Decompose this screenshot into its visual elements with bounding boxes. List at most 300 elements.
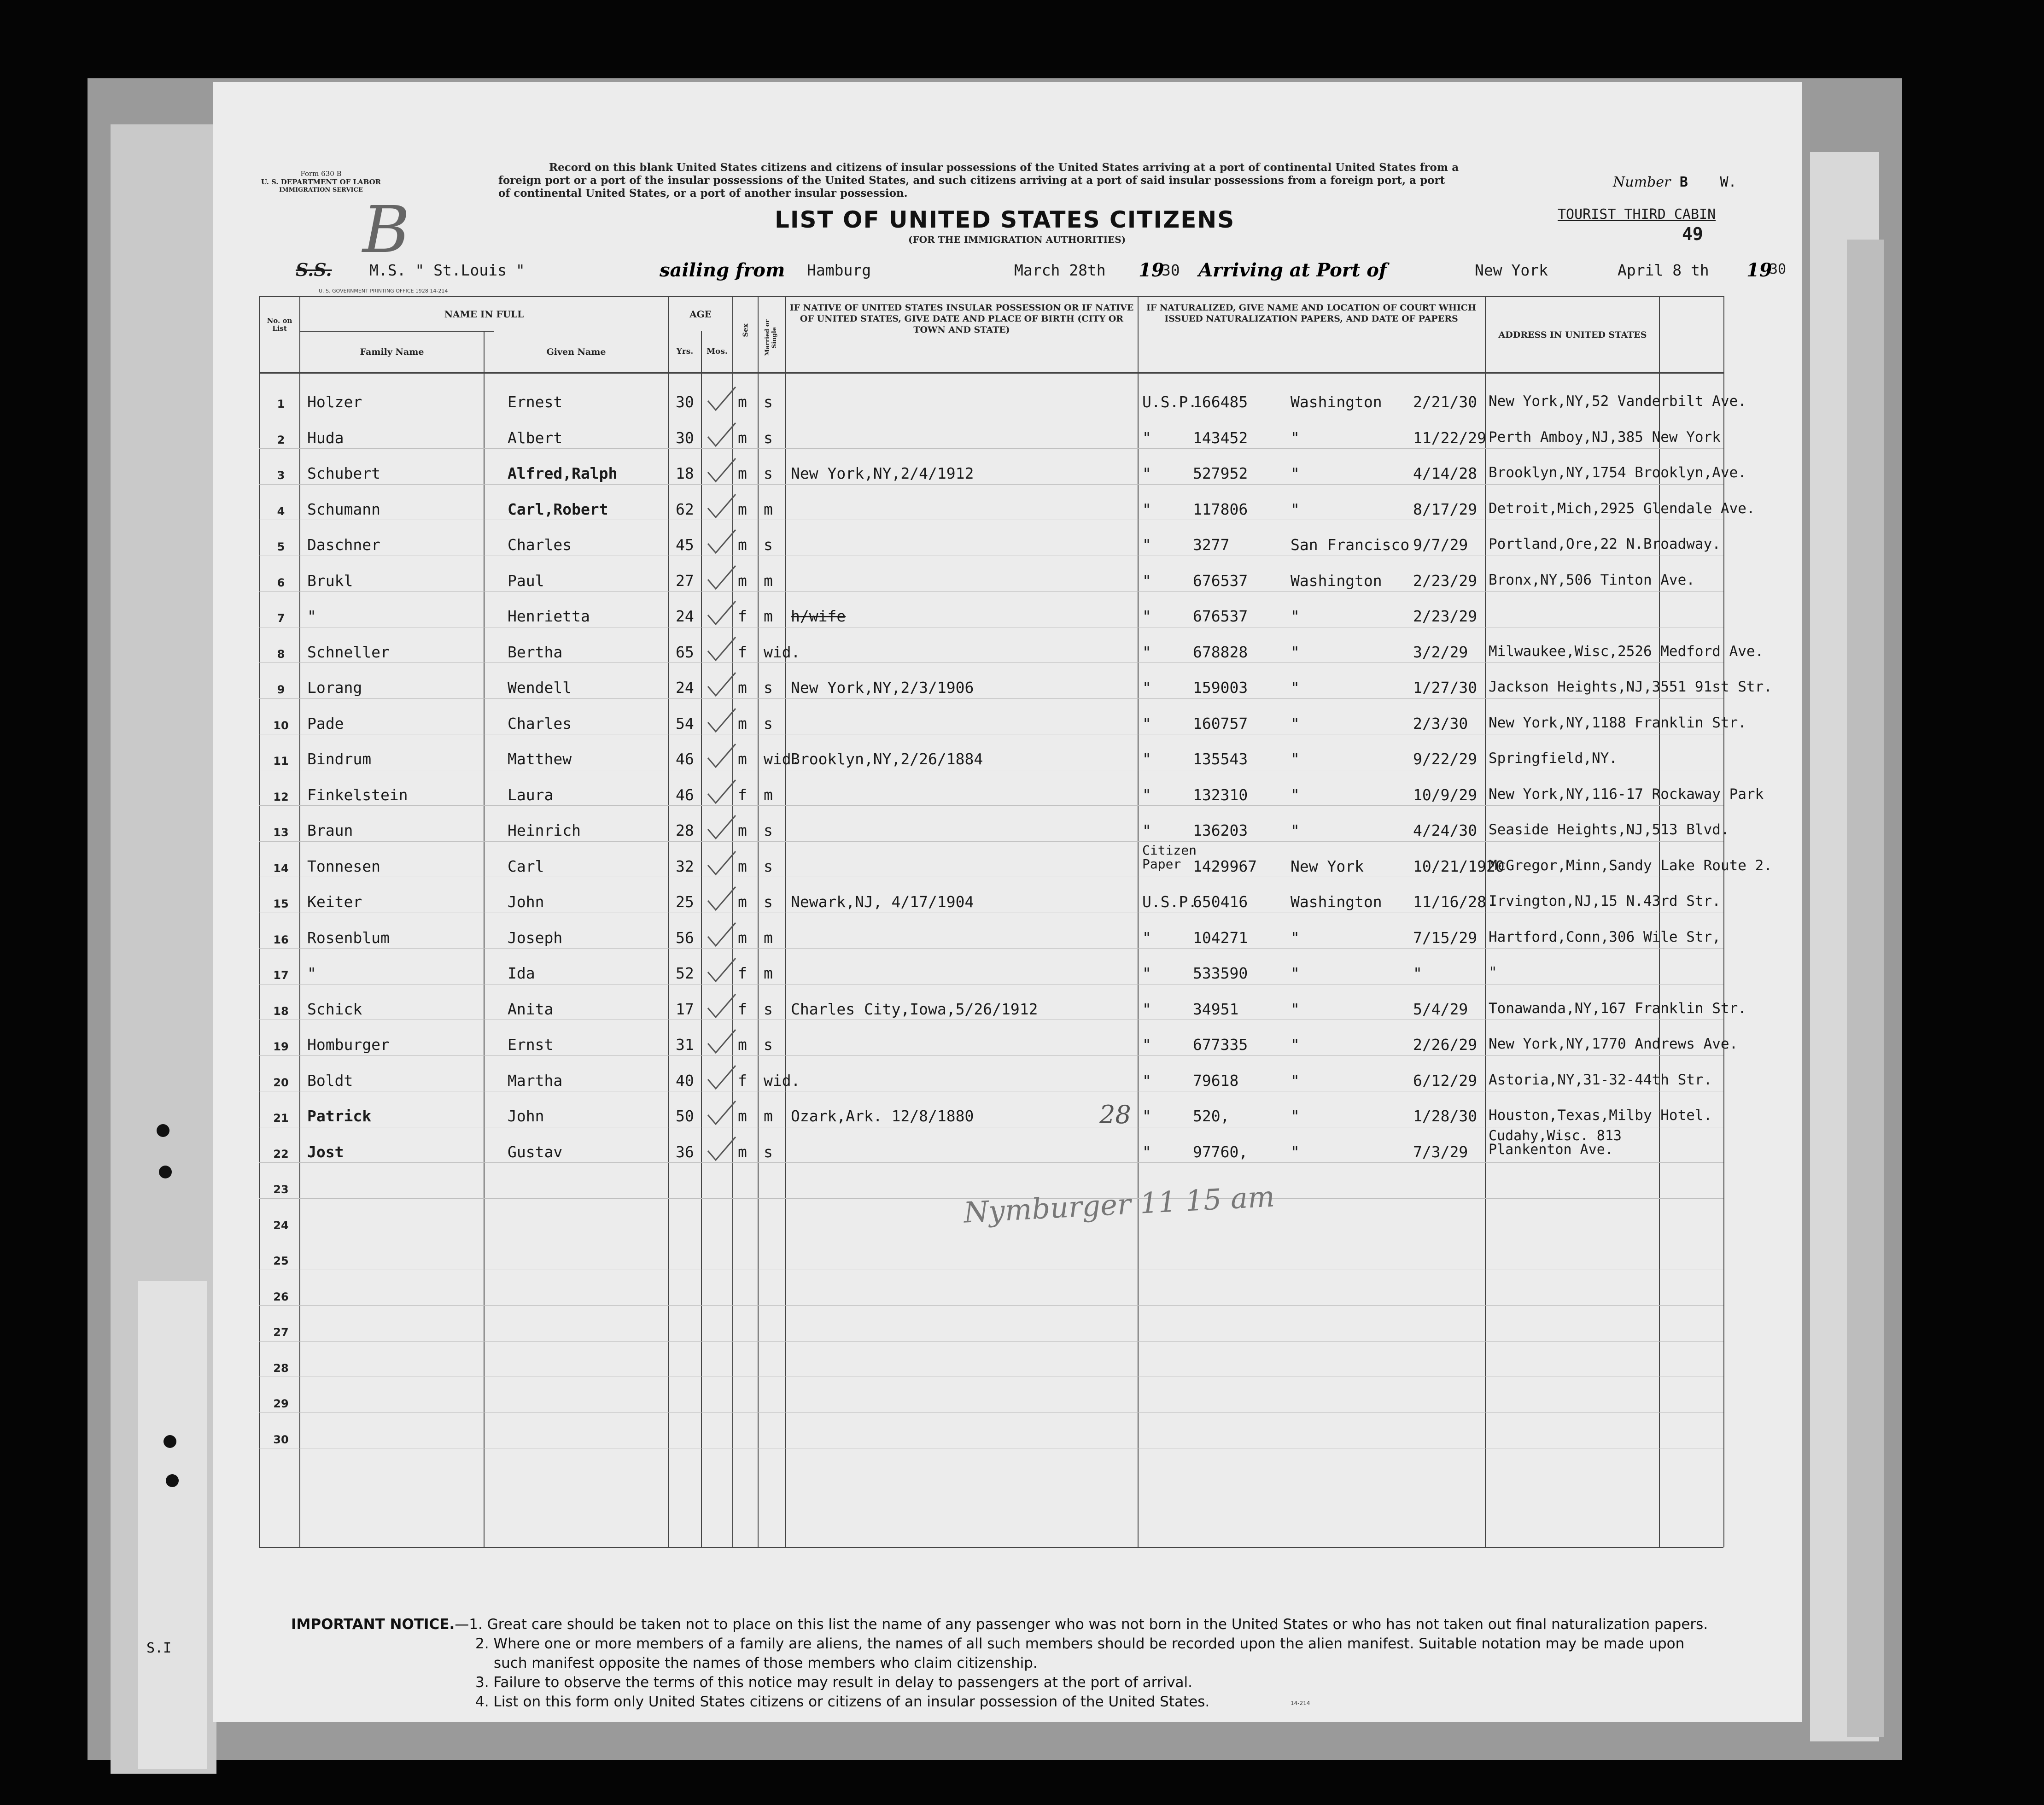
check-mark-icon [706, 885, 738, 912]
marital-status: s [764, 857, 773, 875]
marital-status: s [764, 893, 773, 911]
given-name: Charles [508, 536, 572, 554]
age-years: 27 [676, 571, 694, 590]
page-title: LIST OF UNITED STATES CITIZENS [775, 206, 1235, 233]
naturalization-court: " [1142, 928, 1151, 947]
given-name: Henrietta [508, 607, 590, 625]
given-name: Wendell [508, 679, 572, 697]
sex: m [738, 750, 747, 768]
sex: m [738, 928, 747, 947]
naturalization-location: New York [1291, 857, 1364, 875]
sex: m [738, 500, 747, 518]
col-header-mos: Mos. [707, 347, 728, 356]
naturalization-court: " [1142, 1143, 1151, 1161]
row-number: 9 [277, 683, 285, 696]
marital-status: m [764, 964, 773, 982]
naturalization-paper-number: 132310 [1193, 785, 1248, 804]
family-name: Brukl [307, 571, 353, 590]
naturalization-date: 10/9/29 [1413, 785, 1478, 804]
naturalization-location: " [1291, 928, 1300, 947]
ship-name: M.S. " St.Louis " [369, 261, 525, 279]
row-number: 22 [273, 1147, 289, 1160]
col-divider [701, 331, 702, 1547]
naturalization-date: 9/7/29 [1413, 536, 1468, 554]
given-name: Alfred,Ralph [508, 464, 618, 482]
given-name: Ernest [508, 393, 563, 411]
naturalization-court: U.S.P. [1142, 393, 1197, 411]
sex: m [738, 428, 747, 447]
table-top-border [259, 296, 1723, 297]
family-name: Bindrum [307, 750, 372, 768]
birth-place-date: New York,NY,2/4/1912 [791, 464, 974, 482]
check-mark-icon [706, 706, 738, 734]
given-name: Martha [508, 1071, 563, 1090]
naturalization-court: " [1142, 428, 1151, 447]
naturalization-court: U.S.P. [1142, 893, 1197, 911]
age-years: 24 [676, 607, 694, 625]
col-header-sex: Sex [741, 323, 750, 337]
naturalization-paper-number: 520, [1193, 1107, 1230, 1125]
naturalization-paper-number: 97760, [1193, 1143, 1248, 1161]
naturalization-date: 5/4/29 [1413, 1000, 1468, 1018]
naturalization-paper-number: 678828 [1193, 643, 1248, 661]
age-years: 25 [676, 893, 694, 911]
row-number: 4 [277, 504, 285, 518]
notice-line: 2. Where one or more members of a family are aliens, the names of all such members should be recorded upon the alien manifest. Suitable notation may be made upon [475, 1635, 1685, 1652]
row-number: 20 [273, 1076, 289, 1089]
age-years: 36 [676, 1143, 694, 1161]
cabin-class: TOURIST THIRD CABIN [1558, 206, 1716, 223]
row-number: 11 [273, 755, 289, 768]
sex: f [738, 964, 747, 982]
naturalization-court: " [1142, 1071, 1151, 1090]
row-number: 12 [273, 790, 289, 803]
marital-status: s [764, 393, 773, 411]
number-label: Number [1613, 174, 1671, 190]
naturalization-location: " [1291, 750, 1300, 768]
sex: m [738, 571, 747, 590]
ss-label: S.S. [296, 259, 332, 280]
marital-status: s [764, 536, 773, 554]
sex: m [738, 393, 747, 411]
check-mark-icon [706, 635, 738, 662]
naturalization-court: " [1142, 1107, 1151, 1125]
row-number: 13 [273, 826, 289, 839]
row-number: 23 [273, 1183, 289, 1196]
check-mark-icon [706, 456, 738, 484]
age-years: 17 [676, 1000, 694, 1018]
naturalization-court: " [1142, 536, 1151, 554]
handwritten-note: Nymburger 11 15 am [963, 1179, 1276, 1230]
family-name: Boldt [307, 1071, 353, 1090]
naturalization-court: Citizen Paper [1142, 842, 1197, 872]
naturalization-location: " [1291, 1071, 1300, 1090]
check-mark-icon [706, 956, 738, 984]
check-mark-icon [706, 1027, 738, 1055]
notice-line: 4. List on this form only United States citizens or citizens of an insular possession of the United States. [475, 1694, 1210, 1710]
naturalization-paper-number: 166485 [1193, 393, 1248, 411]
family-name: Keiter [307, 893, 362, 911]
naturalization-court: " [1142, 464, 1151, 482]
row-rule [259, 591, 1723, 592]
naturalization-paper-number: 159003 [1193, 679, 1248, 697]
binding-hole [166, 1474, 179, 1487]
number-suffix: W. [1720, 174, 1737, 190]
given-name: Paul [508, 571, 544, 590]
family-name: Schick [307, 1000, 362, 1018]
row-number: 24 [273, 1219, 289, 1232]
family-name: Patrick [307, 1107, 372, 1125]
naturalization-paper-number: 160757 [1193, 714, 1248, 733]
row-number: 29 [273, 1397, 289, 1410]
naturalization-location: " [1291, 964, 1300, 982]
check-mark-icon [706, 1135, 738, 1162]
naturalization-date: " [1413, 964, 1422, 982]
row-rule [259, 1055, 1723, 1056]
row-number: 17 [273, 969, 289, 982]
form-department: U. S. DEPARTMENT OF LABOR [261, 178, 381, 186]
age-years: 45 [676, 536, 694, 554]
given-name: John [508, 893, 544, 911]
given-name: Charles [508, 714, 572, 733]
sheet-page-number: 49 [1682, 224, 1703, 244]
col-divider [1723, 296, 1724, 1547]
us-address: Bronx,NY,506 Tinton Ave. [1489, 571, 1695, 588]
marital-status: m [764, 500, 773, 518]
row-number: 15 [273, 897, 289, 910]
naturalization-date: 4/14/28 [1413, 464, 1478, 482]
us-address: Portland,Ore,22 N.Broadway. [1489, 536, 1721, 552]
naturalization-paper-number: 117806 [1193, 500, 1248, 518]
birth-place-date: Newark,NJ, 4/17/1904 [791, 893, 974, 911]
age-years: 30 [676, 428, 694, 447]
form-service: IMMIGRATION SERVICE [279, 187, 363, 193]
age-years: 24 [676, 679, 694, 697]
naturalization-location: " [1291, 643, 1300, 661]
row-rule [259, 662, 1723, 663]
naturalization-location: Washington [1291, 393, 1382, 411]
row-rule [259, 698, 1723, 699]
notice-line-1 [291, 1616, 1765, 1633]
naturalization-paper-number: 677335 [1193, 1036, 1248, 1054]
naturalization-court: " [1142, 607, 1151, 625]
marital-status: m [764, 928, 773, 947]
check-mark-icon [706, 385, 738, 412]
row-number: 6 [277, 576, 285, 589]
age-years: 46 [676, 785, 694, 804]
naturalization-location: " [1291, 500, 1300, 518]
us-address: New York,NY,1188 Franklin Str. [1489, 714, 1746, 731]
us-address: Perth Amboy,NJ,385 New York [1489, 428, 1721, 445]
naturalization-date: 2/26/29 [1413, 1036, 1478, 1054]
family-name: Braun [307, 821, 353, 839]
us-address: Houston,Texas,Milby Hotel. [1489, 1107, 1712, 1124]
family-name: Rosenblum [307, 928, 390, 947]
check-mark-icon [706, 920, 738, 948]
instruction-line: of continental United States, or a port of another insular possession. [498, 187, 908, 199]
us-address: McGregor,Minn,Sandy Lake Route 2. [1489, 857, 1772, 874]
check-mark-icon [706, 1099, 738, 1126]
family-name: Homburger [307, 1036, 390, 1054]
marital-status: wid. [764, 643, 800, 661]
naturalization-court: " [1142, 571, 1151, 590]
naturalization-paper-number: 676537 [1193, 607, 1248, 625]
important-notice [291, 1616, 1765, 1710]
sex: f [738, 1071, 747, 1090]
arriving-label: Arriving at Port of [1198, 259, 1387, 281]
header-bottom-line [259, 372, 1723, 374]
family-name: Finkelstein [307, 785, 408, 804]
given-name: Heinrich [508, 821, 581, 839]
row-number: 5 [277, 540, 285, 553]
naturalization-court: " [1142, 643, 1151, 661]
age-years: 56 [676, 928, 694, 947]
check-mark-icon [706, 849, 738, 877]
family-name: Holzer [307, 393, 362, 411]
marital-status: s [764, 679, 773, 697]
row-rule [259, 1305, 1723, 1306]
depart-date: March 28th [1014, 261, 1106, 279]
age-years: 50 [676, 1107, 694, 1125]
sex: f [738, 607, 747, 625]
naturalization-location: " [1291, 679, 1300, 697]
check-mark-icon [706, 527, 738, 555]
marital-status: s [764, 1000, 773, 1018]
naturalization-paper-number: 143452 [1193, 428, 1248, 447]
instruction-line: Record on this blank United States citizens and citizens of insular possessions of the United States arriving at a port of continental United States from a [549, 161, 1459, 174]
binding-hole [164, 1435, 176, 1448]
naturalization-date: 9/22/29 [1413, 750, 1478, 768]
naturalization-location: " [1291, 821, 1300, 839]
subheader-line [300, 331, 494, 332]
naturalization-date: 6/12/29 [1413, 1071, 1478, 1090]
sailing-from-label: sailing from [660, 259, 785, 281]
col-header-birth: IF NATIVE OF UNITED STATES INSULAR POSSESSION OR IF NATIVE OF UNITED STATES, GIVE DATE AND PLACE OF BIRTH (CITY OR TOWN AND STATE) [789, 303, 1134, 335]
sex: m [738, 1107, 747, 1125]
marital-status: m [764, 785, 773, 804]
sex: f [738, 643, 747, 661]
family-name: " [307, 607, 316, 625]
age-years: 31 [676, 1036, 694, 1054]
row-number: 25 [273, 1254, 289, 1267]
row-number: 21 [273, 1112, 289, 1125]
birth-place-date: Charles City,Iowa,5/26/1912 [791, 1000, 1038, 1018]
naturalization-date: 8/17/29 [1413, 500, 1478, 518]
naturalization-location: " [1291, 1036, 1300, 1054]
family-name: Schubert [307, 464, 380, 482]
naturalization-court: " [1142, 679, 1151, 697]
sheet-number-box [1613, 174, 1770, 190]
manifest-sheet [213, 82, 1802, 1722]
sex: m [738, 1036, 747, 1054]
age-years: 18 [676, 464, 694, 482]
sex: m [738, 464, 747, 482]
marital-status: wid. [764, 750, 800, 768]
binding-hole [159, 1166, 172, 1178]
naturalization-location: " [1291, 714, 1300, 733]
naturalization-location: " [1291, 464, 1300, 482]
row-rule [259, 1162, 1723, 1163]
margin-mark: S.I [146, 1640, 172, 1656]
birth-place-date: New York,NY,2/3/1906 [791, 679, 974, 697]
col-header-address: ADDRESS IN UNITED STATES [1498, 330, 1647, 340]
given-name: Albert [508, 428, 563, 447]
sex: m [738, 821, 747, 839]
row-number: 19 [273, 1040, 289, 1053]
naturalization-paper-number: 3277 [1193, 536, 1230, 554]
number-value: B [1679, 174, 1688, 190]
marital-status: m [764, 1107, 773, 1125]
col-divider [484, 331, 485, 1547]
us-address: " [1489, 964, 1497, 981]
birth-place-date: Brooklyn,NY,2/26/1884 [791, 750, 983, 768]
us-address: Hartford,Conn,306 Wile Str, [1489, 928, 1721, 945]
row-rule [259, 805, 1723, 806]
check-mark-icon [706, 992, 738, 1020]
naturalization-court: " [1142, 750, 1151, 768]
footer-code: 14-214 [1291, 1700, 1310, 1706]
naturalization-paper-number: 533590 [1193, 964, 1248, 982]
family-name: Pade [307, 714, 344, 733]
us-address: Milwaukee,Wisc,2526 Medford Ave. [1489, 643, 1764, 660]
family-name: " [307, 964, 316, 982]
form-number: Form 630 B [300, 170, 342, 178]
naturalization-date: 7/3/29 [1413, 1143, 1468, 1161]
age-years: 30 [676, 393, 694, 411]
marital-status: wid. [764, 1071, 800, 1090]
naturalization-location: " [1291, 607, 1300, 625]
arrival-year-suffix: 30 [1770, 261, 1787, 277]
naturalization-location: Washington [1291, 571, 1382, 590]
row-number: 2 [277, 433, 285, 446]
col-header-family-name: Family Name [360, 347, 424, 357]
naturalization-date: 10/21/1920 [1413, 857, 1505, 875]
naturalization-court: " [1142, 964, 1151, 982]
given-name: Joseph [508, 928, 563, 947]
given-name: John [508, 1107, 544, 1125]
notice-title: IMPORTANT NOTICE. [291, 1616, 455, 1633]
marital-status: s [764, 428, 773, 447]
col-header-given-name: Given Name [546, 347, 606, 357]
birth-place-date: h/wife [791, 607, 846, 625]
us-address: Brooklyn,NY,1754 Brooklyn,Ave. [1489, 464, 1746, 481]
row-number: 8 [277, 647, 285, 661]
age-years: 65 [676, 643, 694, 661]
naturalization-court: " [1142, 500, 1151, 518]
family-name: Jost [307, 1143, 344, 1161]
page-subtitle: (FOR THE IMMIGRATION AUTHORITIES) [908, 234, 1126, 245]
naturalization-location: San Francisco [1291, 536, 1410, 554]
naturalization-court: " [1142, 1000, 1151, 1018]
col-header-age: AGE [689, 309, 712, 320]
us-address: Irvington,NJ,15 N.43rd Str. [1489, 893, 1721, 909]
notice-line: such manifest opposite the names of those members who claim citizenship. [494, 1655, 1038, 1671]
naturalization-date: 2/23/29 [1413, 607, 1478, 625]
form-id [259, 170, 383, 194]
age-years: 54 [676, 714, 694, 733]
arrival-year-prefix: 19 [1746, 259, 1772, 281]
given-name: Gustav [508, 1143, 563, 1161]
family-name: Huda [307, 428, 344, 447]
sex: m [738, 714, 747, 733]
naturalization-date: 4/24/30 [1413, 821, 1478, 839]
naturalization-paper-number: 104271 [1193, 928, 1248, 947]
age-years: 32 [676, 857, 694, 875]
naturalization-location: " [1291, 428, 1300, 447]
naturalization-date: 1/28/30 [1413, 1107, 1478, 1125]
naturalization-court: " [1142, 1036, 1151, 1054]
col-header-married-single: Married or Single [764, 319, 778, 356]
age-years: 62 [676, 500, 694, 518]
family-name: Schneller [307, 643, 390, 661]
us-address: Tonawanda,NY,167 Franklin Str. [1489, 1000, 1746, 1017]
sex: m [738, 893, 747, 911]
row-number: 18 [273, 1004, 289, 1018]
naturalization-location: " [1291, 785, 1300, 804]
col-header-no: No. on List [267, 316, 292, 333]
row-rule [259, 841, 1723, 842]
check-mark-icon [706, 1063, 738, 1091]
us-address: Cudahy,Wisc. 813 Plankenton Ave. [1489, 1127, 1622, 1158]
age-years: 46 [676, 750, 694, 768]
us-address: Jackson Heights,NJ,3551 91st Str. [1489, 679, 1772, 695]
naturalization-court: " [1142, 714, 1151, 733]
check-mark-icon [706, 742, 738, 769]
given-name: Anita [508, 1000, 554, 1018]
binding-hole [157, 1124, 169, 1137]
naturalization-date: 3/2/29 [1413, 643, 1468, 661]
sex: f [738, 1000, 747, 1018]
marital-status: s [764, 714, 773, 733]
sex: m [738, 679, 747, 697]
page-stack-left-lower [138, 1281, 207, 1769]
row-rule [259, 1341, 1723, 1342]
marital-status: m [764, 607, 773, 625]
row-number: 27 [273, 1326, 289, 1339]
col-header-naturalized: IF NATURALIZED, GIVE NAME AND LOCATION OF COURT WHICH ISSUED NATURALIZATION PAPERS, AND DATE OF PAPERS [1146, 303, 1476, 324]
arrival-date: April 8 th [1618, 261, 1709, 279]
naturalization-date: 1/27/30 [1413, 679, 1478, 697]
given-name: Ernst [508, 1036, 554, 1054]
handwritten-count: 28 [1099, 1100, 1131, 1129]
row-number: 3 [277, 469, 285, 482]
family-name: Tonnesen [307, 857, 380, 875]
given-name: Bertha [508, 643, 563, 661]
us-address: New York,NY,52 Vanderbilt Ave. [1489, 393, 1746, 410]
row-number: 10 [273, 719, 289, 732]
sex: f [738, 785, 747, 804]
col-header-yrs: Yrs. [676, 347, 694, 356]
given-name: Carl [508, 857, 544, 875]
us-address: Detroit,Mich,2925 Glendale Ave. [1489, 500, 1755, 517]
naturalization-court: " [1142, 821, 1151, 839]
notice-text: —1. Great care should be taken not to place on this list the name of any passenger who was not born in the United States or who has not taken out final naturalization papers. [455, 1616, 1708, 1633]
us-address: Seaside Heights,NJ,513 Blvd. [1489, 821, 1729, 838]
naturalization-location: " [1291, 1143, 1300, 1161]
row-number: 30 [273, 1433, 289, 1446]
us-address: New York,NY,1770 Andrews Ave. [1489, 1036, 1738, 1052]
check-mark-icon [706, 599, 738, 627]
naturalization-date: 11/22/29 [1413, 428, 1486, 447]
naturalization-paper-number: 650416 [1193, 893, 1248, 911]
row-rule [259, 948, 1723, 949]
table-bottom-border [259, 1547, 1723, 1548]
sex: m [738, 1143, 747, 1161]
sex: m [738, 536, 747, 554]
check-mark-icon [706, 778, 738, 805]
age-years: 40 [676, 1071, 694, 1090]
naturalization-paper-number: 79618 [1193, 1071, 1239, 1090]
